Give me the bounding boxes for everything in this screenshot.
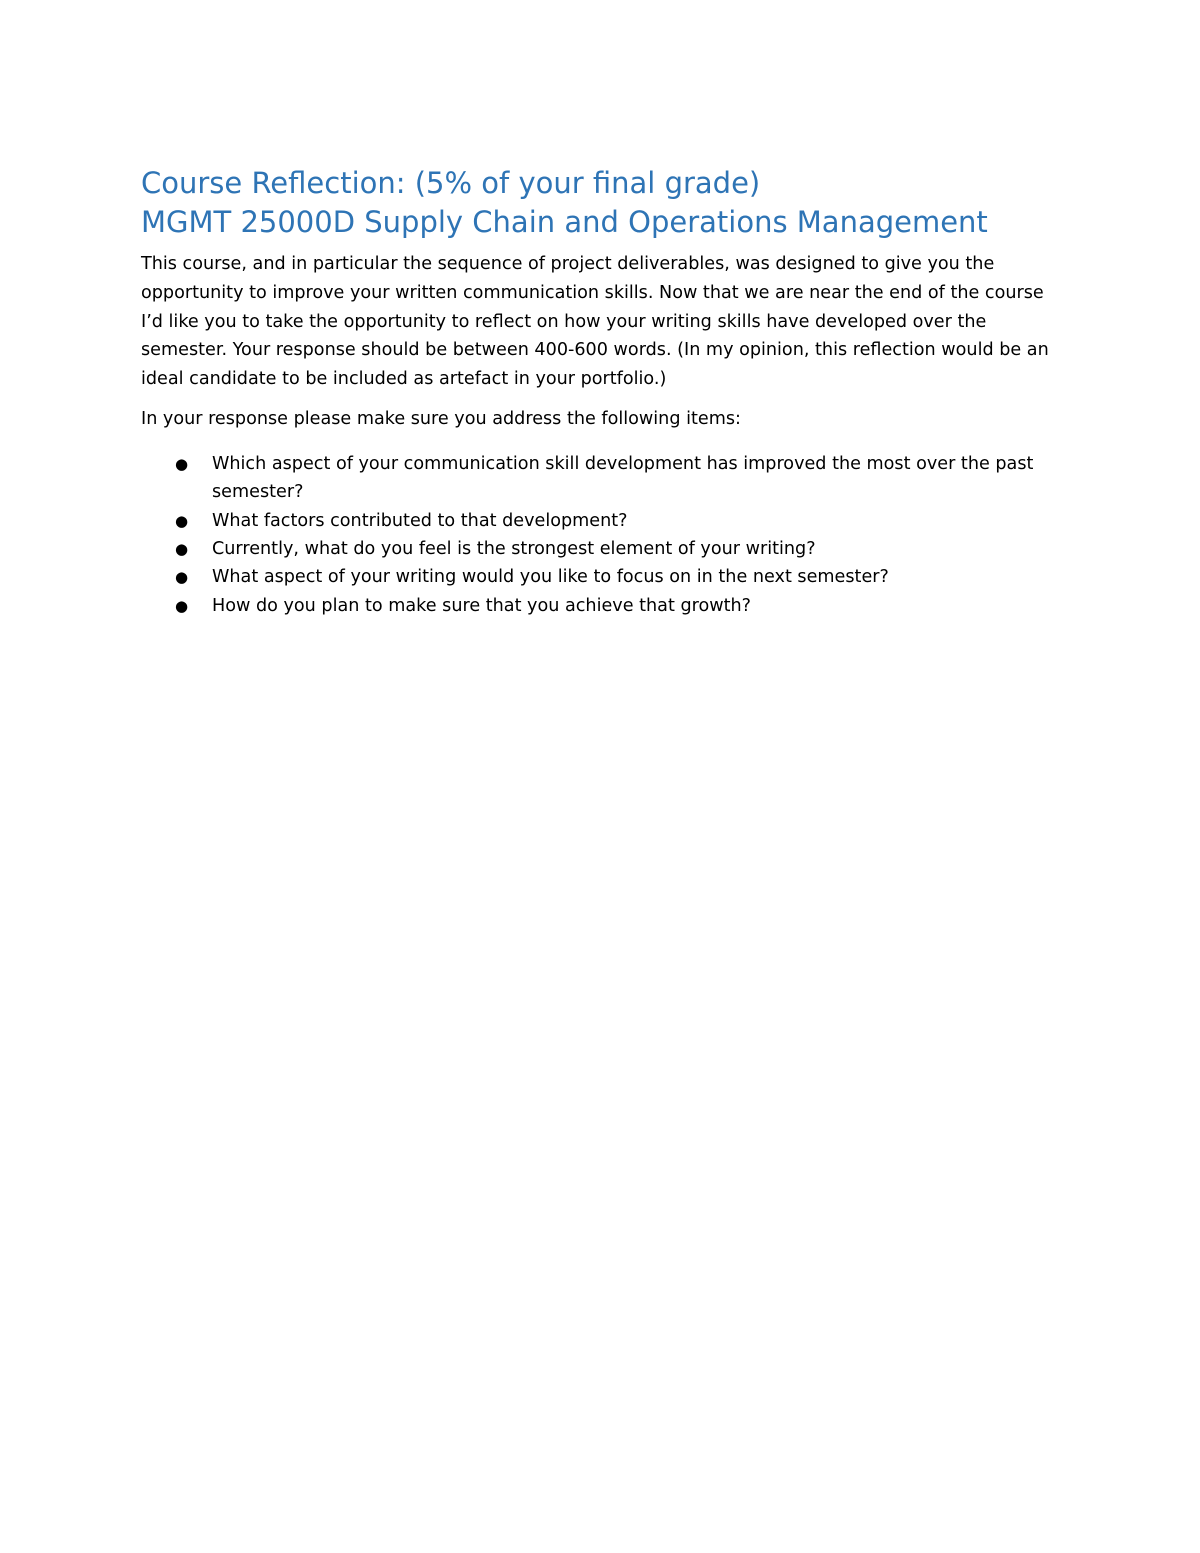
- list-item-text: How do you plan to make sure that you achieve that growth?: [212, 595, 751, 616]
- list-item-text: What aspect of your writing would you like to focus on in the next semester?: [212, 567, 889, 588]
- bullet-icon: ●: [175, 511, 189, 530]
- list-intro: In your response please make sure you address the following items:: [141, 408, 741, 429]
- list-item-text: Currently, what do you feel is the strongest element of your writing?: [212, 539, 816, 559]
- document-content: [141, 164, 1066, 620]
- bullet-icon: ●: [175, 568, 189, 587]
- bullet-icon: ●: [175, 454, 189, 473]
- list-item-text: Which aspect of your communication skill development has improved the most over the past semester?: [212, 453, 1034, 503]
- bullet-icon: ●: [175, 540, 189, 558]
- list-item: [141, 592, 1066, 620]
- title-course-reflection: Course Reflection: (5% of your final grade): [141, 166, 761, 200]
- list-item-text: What factors contributed to that development?: [212, 510, 628, 531]
- list-item: [141, 535, 1066, 563]
- list-item: [141, 507, 1066, 535]
- title-course-name: MGMT 25000D Supply Chain and Operations Management: [141, 205, 988, 239]
- list-item: [141, 450, 1066, 507]
- question-list: [141, 450, 1066, 620]
- bullet-icon: ●: [175, 596, 189, 615]
- body-paragraph: This course, and in particular the sequence of project deliverables, was designed to give you the opportunity to improve your written communication skills. Now that we are near the end of the course I’d like you to take the opportunity to reflect on how your writing skills have developed over the semester. Your response should be between 400-600 words. (In my opinion, this reflection would be an ideal candidate to be included as artefact in your portfolio.): [141, 254, 1049, 390]
- list-item: [141, 563, 1066, 591]
